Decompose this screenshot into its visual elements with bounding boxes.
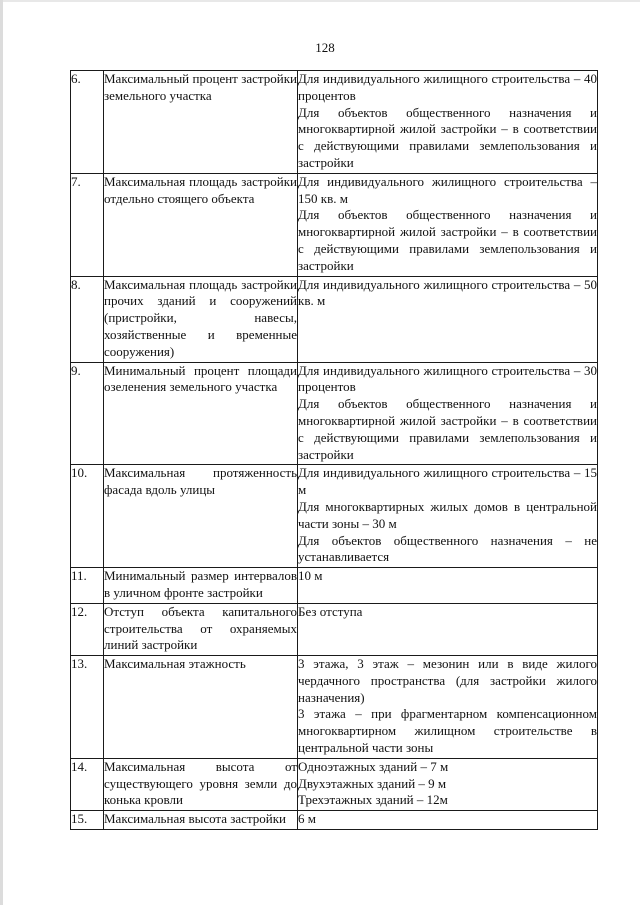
parameter-value-paragraph: 10 м	[298, 568, 323, 584]
parameter-value-paragraph: 3 этажа – при фрагментарном компенсационном многоквартирном жилищном строительстве в центральной части зоны	[298, 706, 597, 756]
parameter-value-cell	[298, 811, 598, 830]
row-number-cell: 6.	[71, 71, 104, 174]
parameter-value-cell	[298, 758, 598, 810]
row-number-cell: 7.	[71, 173, 104, 276]
parameter-value-paragraph: Одноэтажных зданий – 7 м	[298, 758, 449, 774]
parameter-value-paragraph: Для объектов общественного назначения и многоквартирной жилой застройки – в соответствии с действующими правилами землепользования и застройки	[298, 396, 597, 462]
table-row	[71, 656, 598, 759]
row-number-cell: 13.	[71, 656, 104, 759]
parameter-name-cell: Максимальная высота застройки	[104, 811, 298, 830]
table-row	[71, 173, 598, 276]
table-row	[71, 603, 598, 655]
parameter-name-cell: Отступ объекта капитального строительства от охраняемых линий застройки	[104, 603, 298, 655]
parameter-value-paragraph: Для индивидуального жилищного строительства – 30 процентов	[298, 362, 597, 395]
table-row	[71, 362, 598, 465]
parameter-value-paragraph: Трехэтажных зданий – 12м	[298, 792, 448, 808]
parameter-value-paragraph: 6 м	[298, 811, 316, 827]
row-number-cell: 8.	[71, 276, 104, 362]
regulations-table	[70, 70, 598, 830]
parameter-value-paragraph: 3 этажа, 3 этаж – мезонин или в виде жилого чердачного пространства (для застройки жилого назначения)	[298, 656, 597, 705]
table-row	[71, 276, 598, 362]
parameter-value-cell	[298, 568, 598, 604]
table-row	[71, 568, 598, 604]
parameter-value-cell	[298, 656, 598, 759]
parameter-value-cell	[298, 276, 598, 362]
parameter-name-cell: Максимальная площадь застройки прочих зданий и сооружений (пристройки, навесы, хозяйственные и временные сооружения)	[104, 276, 298, 362]
parameter-value-paragraph: Для объектов общественного назначения и многоквартирной жилой застройки – в соответствии с действующими правилами землепользования и застройки	[298, 207, 597, 273]
parameter-value-paragraph: Для индивидуального жилищного строительства – 15 м	[298, 465, 597, 498]
parameter-name-cell: Максимальная протяженность фасада вдоль улицы	[104, 465, 298, 568]
parameter-value-paragraph: Для индивидуального жилищного строительства – 40 процентов	[298, 71, 597, 103]
row-number-cell: 14.	[71, 758, 104, 810]
row-number-cell: 11.	[71, 568, 104, 604]
parameter-name-cell: Максимальная высота от существующего уровня земли до конька кровли	[104, 758, 298, 810]
parameter-value-paragraph: Для объектов общественного назначения и многоквартирной жилой застройки – в соответствии с действующими правилами землепользования и застройки	[298, 104, 597, 170]
parameter-value-paragraph: Для объектов общественного назначения – не устанавливается	[298, 532, 597, 565]
parameter-value-cell	[298, 173, 598, 276]
parameter-value-cell	[298, 603, 598, 655]
parameter-value-paragraph: Для индивидуального жилищного строительства – 150 кв. м	[298, 173, 597, 206]
page-number: 128	[315, 40, 335, 55]
row-number-cell: 10.	[71, 465, 104, 568]
table-row	[71, 465, 598, 568]
row-number-cell: 9.	[71, 362, 104, 465]
parameter-value-paragraph: Для индивидуального жилищного строительства – 50 кв. м	[298, 276, 597, 309]
table-row	[71, 71, 598, 174]
parameter-name-cell: Минимальный размер интервалов в уличном фронте застройки	[104, 568, 298, 604]
parameter-value-cell	[298, 465, 598, 568]
parameter-value-paragraph: Двухэтажных зданий – 9 м	[298, 775, 447, 791]
table-row	[71, 811, 598, 830]
parameter-value-paragraph: Для многоквартирных жилых домов в центральной части зоны – 30 м	[298, 498, 597, 531]
parameter-name-cell: Максимальная площадь застройки отдельно стоящего объекта	[104, 173, 298, 276]
parameter-name-cell: Минимальный процент площади озеленения земельного участка	[104, 362, 298, 465]
table-row	[71, 758, 598, 810]
row-number-cell: 12.	[71, 603, 104, 655]
row-number-cell: 15.	[71, 811, 104, 830]
parameter-name-cell: Максимальная этажность	[104, 656, 298, 759]
parameter-name-cell: Максимальный процент застройки земельного участка	[104, 71, 298, 174]
parameter-value-cell	[298, 362, 598, 465]
parameter-value-cell	[298, 71, 598, 174]
parameter-value-paragraph: Без отступа	[298, 603, 363, 619]
